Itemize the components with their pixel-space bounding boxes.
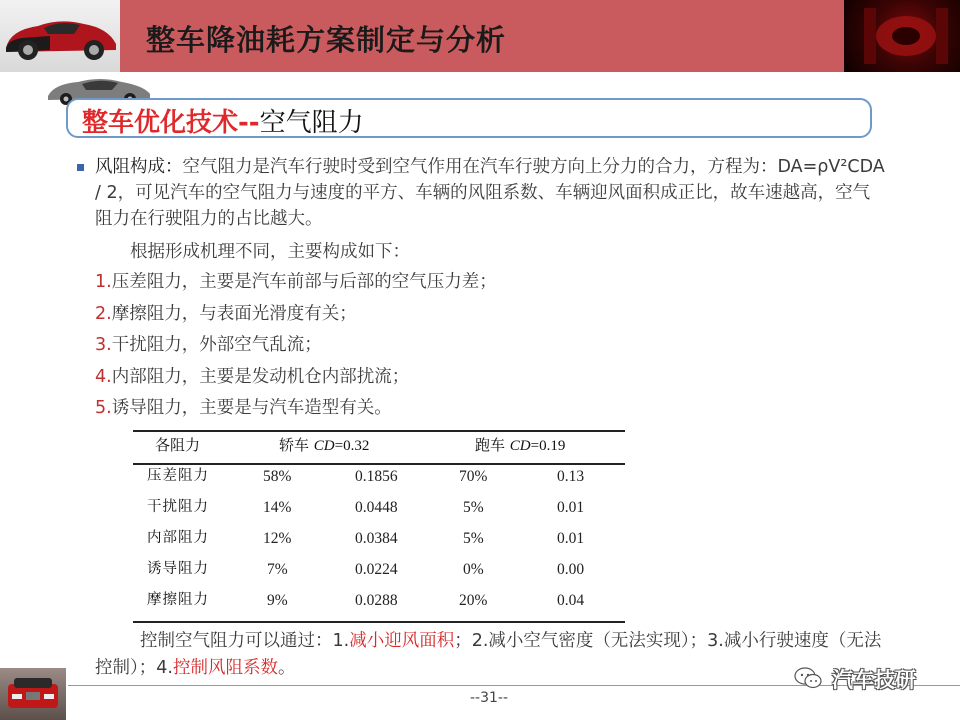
watermark-text: 汽车技研 — [832, 668, 916, 692]
conclusion-highlight: 控制风阻系数 — [172, 658, 278, 678]
table-row — [133, 495, 625, 526]
footer-rule — [68, 685, 960, 686]
list-item — [95, 330, 497, 362]
sedan-val: 0.0288 — [355, 592, 398, 609]
table-header-sedan — [279, 434, 369, 455]
table-header-sports — [475, 434, 565, 455]
sports-cd-symbol: CD — [509, 438, 531, 454]
header-car-image-left — [0, 0, 120, 72]
footer-car-image — [0, 668, 66, 720]
sports-name: 跑车 — [475, 436, 506, 454]
header — [0, 0, 960, 72]
sports-val: 0.04 — [557, 592, 585, 609]
section-title — [82, 102, 364, 139]
sports-val: 0.13 — [557, 468, 585, 485]
row-label: 干扰阻力 — [147, 499, 209, 515]
conclusion-paragraph — [95, 628, 885, 682]
list-item-text: 干扰阻力，外部空气乱流； — [111, 335, 322, 355]
sedan-pct: 12% — [263, 530, 292, 547]
sports-pct: 70% — [459, 468, 488, 485]
header-engine-image-right — [844, 0, 960, 72]
bullet-square-icon — [77, 164, 84, 171]
list-item — [95, 299, 497, 331]
list-item-text: 压差阻力，主要是汽车前部与后部的空气压力差； — [111, 272, 497, 292]
sports-pct: 5% — [463, 530, 484, 547]
list-item-text: 诱导阻力，主要是与汽车造型有关。 — [111, 398, 392, 418]
sports-val: 0.00 — [557, 561, 585, 578]
components-list — [95, 267, 497, 425]
list-item-number: 3. — [95, 335, 112, 355]
row-label: 内部阻力 — [147, 530, 209, 546]
list-item-text: 内部阻力，主要是发动机仓内部扰流； — [111, 366, 410, 387]
sedan-pct: 7% — [267, 561, 288, 578]
components-intro: 根据形成机理不同，主要构成如下： — [130, 242, 410, 262]
conclusion-text: ；2.减小空气密度（无法实现）；3.减小行驶速度（无法控制）；4. — [95, 631, 882, 678]
table-rule-bottom — [133, 621, 625, 623]
row-label: 诱导阻力 — [147, 561, 209, 577]
intro-text: 空气阻力是汽车行驶时受到空气作用在汽车行驶方向上分力的合力，方程为：DA=ρV²CDA / 2，可见汽车的空气阻力与速度的平方、车辆的风阻系数、车辆迎风面积成正比，故车速越高，空气阻力在行驶阻力的占比越大。 — [95, 157, 885, 229]
sports-pct: 0% — [463, 561, 484, 578]
sedan-name: 轿车 — [279, 436, 310, 454]
list-item — [95, 362, 497, 394]
sedan-val: 0.0224 — [355, 561, 398, 578]
sports-pct: 5% — [463, 499, 484, 516]
row-label: 摩擦阻力 — [147, 592, 209, 608]
list-item — [95, 267, 497, 299]
sports-val: 0.01 — [557, 499, 585, 516]
sedan-cd-value: =0.32 — [334, 438, 370, 454]
conclusion-highlight: 减小迎风面积 — [349, 631, 455, 651]
sports-val: 0.01 — [557, 530, 585, 547]
sedan-val: 0.0448 — [355, 499, 398, 516]
conclusion-text: 控制空气阻力可以通过：1. — [140, 631, 350, 651]
table-row — [133, 588, 625, 619]
conclusion-text: 。 — [277, 658, 296, 678]
list-item-text: 摩擦阻力，与表面光滑度有关； — [111, 303, 357, 324]
sedan-cd-symbol: CD — [313, 438, 335, 454]
list-item-number: 4. — [95, 366, 112, 387]
table-rule-top — [133, 430, 625, 432]
list-item-number: 5. — [95, 398, 112, 418]
intro-lead: 风阻构成： — [95, 157, 183, 177]
sedan-pct: 58% — [263, 468, 292, 485]
sedan-pct: 14% — [263, 499, 292, 516]
list-item-number: 1. — [95, 272, 112, 292]
list-item — [95, 393, 497, 425]
sedan-val: 0.0384 — [355, 530, 398, 547]
table-row — [133, 557, 625, 588]
wechat-icon — [793, 666, 823, 690]
sedan-pct: 9% — [267, 592, 288, 609]
page-number: --31-- — [470, 690, 509, 706]
table-row — [133, 526, 625, 557]
section-title-prefix: 整车优化技术-- — [82, 108, 260, 138]
sports-cd-value: =0.19 — [530, 438, 566, 454]
section-title-topic: 空气阻力 — [259, 108, 364, 138]
intro-paragraph — [95, 154, 885, 232]
page-title: 整车降油耗方案制定与分析 — [146, 23, 507, 57]
list-item-number: 2. — [95, 303, 112, 324]
sedan-val: 0.1856 — [355, 468, 398, 485]
row-label: 压差阻力 — [147, 468, 209, 484]
table-row — [133, 464, 625, 495]
table-header-label: 各阻力 — [155, 436, 201, 454]
sports-pct: 20% — [459, 592, 488, 609]
